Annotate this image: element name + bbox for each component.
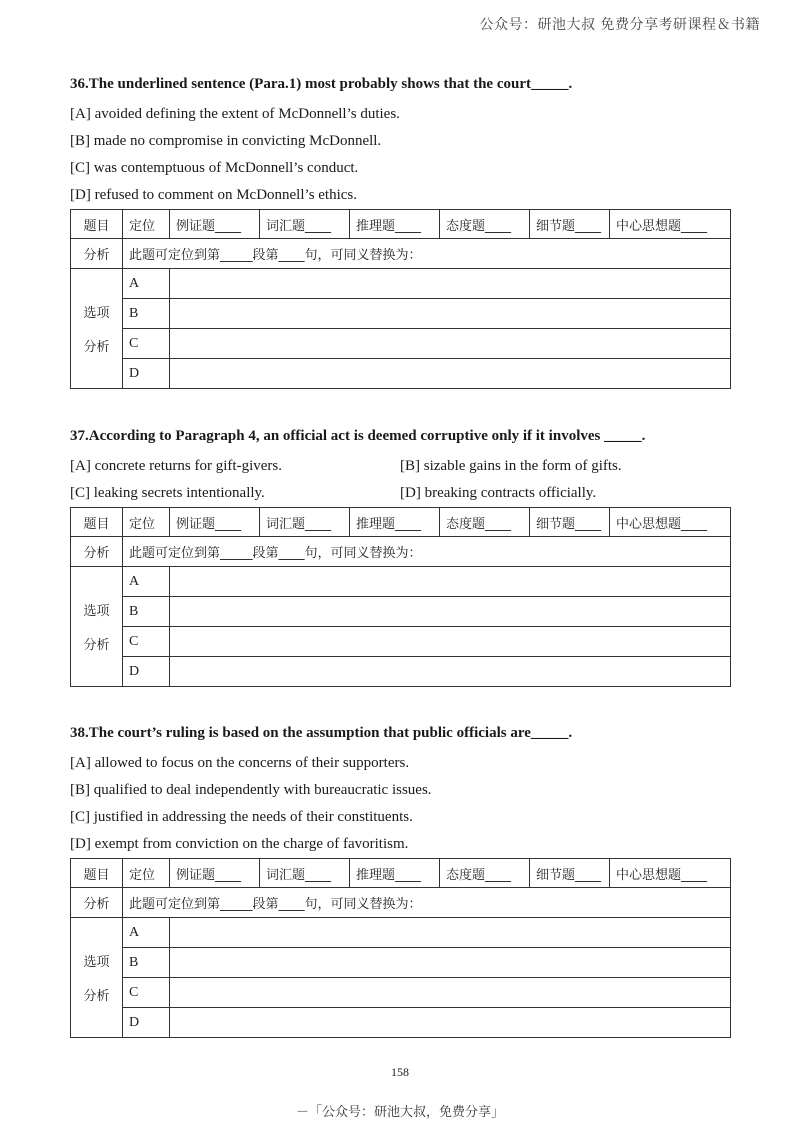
question-37 <box>70 425 730 687</box>
locate-sentence: 此题可定位到第_____段第____句，可同义替换为： <box>123 537 731 567</box>
question-36 <box>70 73 730 389</box>
type-detail: 细节题____ <box>530 210 610 239</box>
letter-c: C <box>123 978 170 1008</box>
type-main-idea: 中心思想题____ <box>610 508 731 537</box>
option-c: [C] justified in addressing the needs of their constituents. <box>70 809 413 825</box>
answer-cell-a[interactable] <box>170 269 731 299</box>
letter-b: B <box>123 299 170 329</box>
label-option-analysis: 选项 分析 <box>71 567 123 687</box>
type-inference: 推理题____ <box>350 210 440 239</box>
answer-cell-c[interactable] <box>170 627 731 657</box>
type-attitude: 态度题____ <box>440 508 530 537</box>
analysis-table <box>70 209 731 389</box>
type-example: 例证题____ <box>170 508 260 537</box>
header-watermark: 公众号：研池大叔 免费分享考研课程＆书籍 <box>479 17 760 33</box>
letter-d: D <box>123 1008 170 1038</box>
question-title: 38.The court’s ruling is based on the assumption that public officials are_____. <box>70 725 573 741</box>
analysis-table <box>70 507 731 687</box>
type-inference: 推理题____ <box>350 859 440 888</box>
letter-b: B <box>123 597 170 627</box>
label-option-analysis: 选项 分析 <box>71 269 123 389</box>
type-dingwei: 定位 <box>123 859 170 888</box>
answer-cell-d[interactable] <box>170 657 731 687</box>
option-a: [A] avoided defining the extent of McDonnell’s duties. <box>70 106 400 122</box>
letter-c: C <box>123 627 170 657</box>
question-title: 37.According to Paragraph 4, an official act is deemed corruptive only if it involves _____. <box>70 428 646 444</box>
locate-sentence: 此题可定位到第_____段第____句，可同义替换为： <box>123 239 731 269</box>
answer-cell-d[interactable] <box>170 1008 731 1038</box>
type-attitude: 态度题____ <box>440 859 530 888</box>
letter-c: C <box>123 329 170 359</box>
answer-cell-b[interactable] <box>170 299 731 329</box>
footer-watermark: －「公众号：研池大叔，免费分享」 <box>295 1105 504 1120</box>
label-tihao: 题目 <box>71 859 123 888</box>
type-attitude: 态度题____ <box>440 210 530 239</box>
label-fenxi: 分析 <box>71 537 123 567</box>
type-vocab: 词汇题____ <box>260 508 350 537</box>
letter-a: A <box>123 918 170 948</box>
answer-cell-c[interactable] <box>170 978 731 1008</box>
letter-d: D <box>123 657 170 687</box>
analysis-table <box>70 858 731 1038</box>
option-c: [C] was contemptuous of McDonnell’s conduct. <box>70 160 359 176</box>
option-a: [A] allowed to focus on the concerns of their supporters. <box>70 755 410 771</box>
type-vocab: 词汇题____ <box>260 210 350 239</box>
type-dingwei: 定位 <box>123 210 170 239</box>
option-b: [B] made no compromise in convicting McDonnell. <box>70 133 382 149</box>
letter-a: A <box>123 567 170 597</box>
letter-a: A <box>123 269 170 299</box>
type-vocab: 词汇题____ <box>260 859 350 888</box>
type-example: 例证题____ <box>170 859 260 888</box>
answer-cell-a[interactable] <box>170 567 731 597</box>
answer-cell-a[interactable] <box>170 918 731 948</box>
option-b: [B] sizable gains in the form of gifts. <box>400 458 622 474</box>
question-38 <box>70 722 730 1038</box>
answer-cell-b[interactable] <box>170 948 731 978</box>
question-title: 36.The underlined sentence (Para.1) most probably shows that the court_____. <box>70 76 573 92</box>
label-tihao: 题目 <box>71 508 123 537</box>
letter-b: B <box>123 948 170 978</box>
option-a: [A] concrete returns for gift-givers. <box>70 458 282 474</box>
letter-d: D <box>123 359 170 389</box>
locate-sentence: 此题可定位到第_____段第____句，可同义替换为： <box>123 888 731 918</box>
option-row <box>70 480 730 507</box>
type-example: 例证题____ <box>170 210 260 239</box>
type-detail: 细节题____ <box>530 859 610 888</box>
answer-cell-d[interactable] <box>170 359 731 389</box>
option-d: [D] breaking contracts officially. <box>400 485 597 501</box>
option-d: [D] exempt from conviction on the charge of favoritism. <box>70 836 409 852</box>
type-inference: 推理题____ <box>350 508 440 537</box>
label-tihao: 题目 <box>71 210 123 239</box>
type-detail: 细节题____ <box>530 508 610 537</box>
answer-cell-c[interactable] <box>170 329 731 359</box>
label-option-analysis: 选项 分析 <box>71 918 123 1038</box>
option-d: [D] refused to comment on McDonnell’s ethics. <box>70 187 358 203</box>
option-c: [C] leaking secrets intentionally. <box>70 485 265 501</box>
option-row <box>70 453 730 480</box>
label-fenxi: 分析 <box>71 239 123 269</box>
type-main-idea: 中心思想题____ <box>610 859 731 888</box>
page-number: 158 <box>391 1065 409 1079</box>
answer-cell-b[interactable] <box>170 597 731 627</box>
option-b: [B] qualified to deal independently with bureaucratic issues. <box>70 782 432 798</box>
type-main-idea: 中心思想题____ <box>610 210 731 239</box>
type-dingwei: 定位 <box>123 508 170 537</box>
label-fenxi: 分析 <box>71 888 123 918</box>
